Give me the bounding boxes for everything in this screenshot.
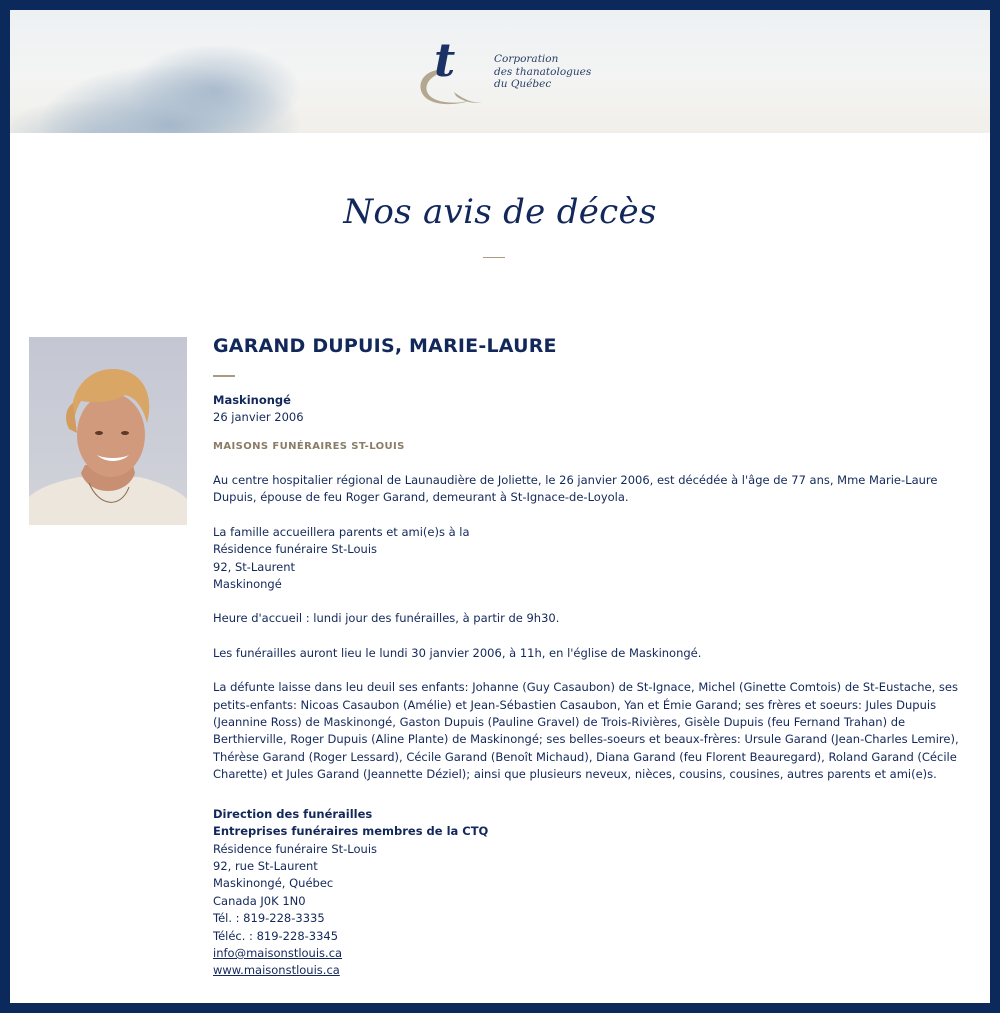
funeral-home-label: MAISONS FUNÉRAIRES ST-LOUIS [213, 441, 405, 452]
welcome-line: La famille accueillera parents et ami(e)s à la [213, 524, 470, 539]
welcome-line: Maskinongé [213, 577, 282, 592]
logo-line: du Québec [494, 78, 552, 90]
page-title: Nos avis de décès [343, 192, 657, 232]
welcome-line: 92, St-Laurent [213, 559, 295, 574]
logo-line: Corporation [494, 53, 559, 65]
obituary-date: 26 janvier 2006 [213, 410, 304, 424]
logo-text [494, 53, 591, 91]
logo-letter: t [434, 33, 456, 87]
email-link[interactable]: info@maisonstlouis.ca [213, 945, 343, 960]
title-divider [483, 257, 505, 258]
direction-subheading: Entreprises funéraires membres de la CTQ [213, 824, 489, 839]
header-banner [10, 10, 990, 133]
website-link[interactable]: www.maisonstlouis.ca [213, 963, 340, 978]
direction-fax: Téléc. : 819-228-3345 [213, 928, 339, 943]
ctq-logo-icon [410, 30, 488, 112]
obituary-city: Maskinongé [213, 393, 291, 407]
survivors-text: La défunte laisse dans leu deuil ses enfants: Johanne (Guy Casaubon) de St-Ignace, Michel (Ginette Comtois) de St-Eustache, ses petits-enfants: Nicoas Casaubon (Amélie) et Jean-Sébastien Casaubon, Yan et Émie Garand; ses frères et soeurs: Jules Dupuis (Jeannine Ross) de Maskinongé, Gaston Dupuis (Pauline Gravel) de Trois-Rivières, Gisèle Dupuis (feu Fernand Trahan) de Berthierville, Roger Dupuis (Aline Plante) de Maskinongé; ses belles-soeurs et beaux-frères: Ursule Garand (Jean-Charles Lemire), Thérèse Garand (Roger Lessard), Cécile Garand (Benoît Michaud), Diana Garand (feu Florent Beauregard), Roland Garand (Cécile Charette) et Jules Garand (Jeannette Déziel); ainsi que plusieurs neveux, nièces, cousins, cousines, autres parents et ami(e)s. [213, 680, 959, 782]
obituary-content [213, 333, 963, 980]
portrait-image [29, 337, 187, 525]
name-divider [213, 375, 235, 377]
welcome-line: Résidence funéraire St-Louis [213, 542, 378, 557]
direction-name: Résidence funéraire St-Louis [213, 841, 378, 856]
obituary-intro: Au centre hospitalier régional de Launaudière de Joliette, le 26 janvier 2006, est décédée à l'âge de 77 ans, Mme Marie-Laure Dupuis, épouse de feu Roger Garand, demeurant à St-Ignace-de-Loyola. [213, 473, 938, 505]
visiting-hours: Heure d'accueil : lundi jour des funérailles, à partir de 9h30. [213, 611, 560, 626]
direction-postal: Canada J0K 1N0 [213, 893, 306, 908]
direction-city: Maskinongé, Québec [213, 876, 334, 891]
page-frame [10, 10, 990, 1003]
site-logo[interactable] [410, 30, 590, 112]
direction-street: 92, rue St-Laurent [213, 858, 318, 873]
logo-line: des thanatologues [494, 65, 592, 78]
service-info: Les funérailles auront lieu le lundi 30 janvier 2006, à 11h, en l'église de Maskinongé. [213, 645, 702, 660]
deceased-name: GARAND DUPUIS, MARIE-LAURE [213, 335, 557, 357]
direction-heading: Direction des funérailles [213, 806, 373, 821]
portrait-photo [29, 337, 187, 525]
direction-phone: Tél. : 819-228-3335 [213, 911, 325, 926]
